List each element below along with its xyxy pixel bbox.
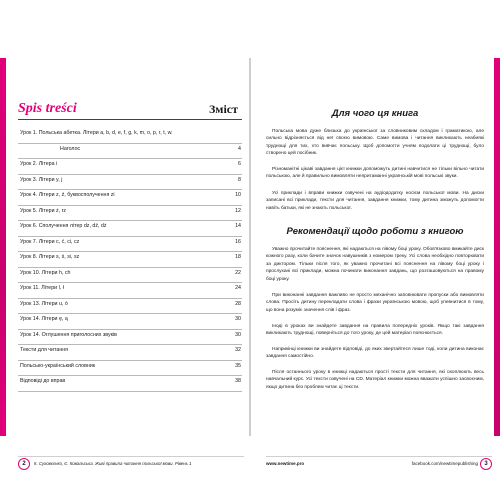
toc-row-label: Урок 5. Літери ż, rz: [20, 207, 67, 214]
toc-row-page: 32: [235, 347, 241, 353]
toc-row-label: Польсько-український словник: [20, 362, 96, 369]
toc-title-ukrainian: Зміст: [208, 102, 238, 116]
toc-row-page: 30: [235, 331, 241, 338]
toc-row-label: Урок 4. Літери z, ź, буквосполучення zi: [20, 192, 115, 198]
toc-row: [18, 128, 242, 144]
toc-list: [18, 128, 242, 392]
toc-row: [18, 206, 242, 222]
paragraph: При виконанні завдання важливо не просто механічно заповнювати пропуски або вимовляти слова. Просіть дитину перекладати слова і фрази українською мовою, щоб упевнитися в тому, що вона розуміє значення слів і фраз.: [266, 293, 484, 313]
toc-row-page: 4: [238, 145, 241, 152]
toc-row: [18, 330, 242, 346]
toc-row-page: 22: [235, 269, 241, 276]
section-title-purpose: Для чого ця книга: [331, 108, 419, 119]
paragraph: Усі приклади і вправи книжки озвучені на аудіододатку носієм польської мови. На диски записані всі приклади, тексти для читання, завдання книжки, тому дитина зможуть допомогти навіть батьки, які не знають польської.: [266, 191, 484, 211]
toc-row-page: 35: [235, 362, 241, 369]
toc-row-page: 12: [235, 207, 241, 214]
right-page-number: 3: [480, 458, 492, 470]
section-title-recommendations: Рекомендації щодо роботи з книгою: [286, 226, 464, 237]
paragraph: Наприкінці книжки ви знайдете відповіді, до яких звертайтеся лише тоді, коли дитина виконає завдання самостійно.: [266, 347, 484, 360]
toc-row: [18, 190, 242, 206]
paragraph: Польська мова дуже близька до української за словниковим складом і граматикою, але сильно відрізняється від неї своєю вимовою. Саме вимова і читання викликають неабиякі труднощі для тих, хто вивчає польську. Щоб допомогти учням подолати ці труднощі, було створено цей посібник.: [266, 129, 484, 157]
toc-row-label: Тексти для читання: [20, 347, 69, 353]
toc-row-label: Відповіді до вправ: [20, 378, 66, 384]
toc-row-label: Урок 14. Оглушення приголосних звуків: [20, 331, 117, 338]
toc-row: [18, 345, 242, 361]
toc-row: [18, 361, 242, 377]
paragraph: Після останнього уроку в книжці надаються прості тексти для читання, які охоплюють весь навчальний курс. Усі тексти озвучені на CD. Матеріал книжки можна вважати успішно засвоєним, якщо дитина без проблем читає ці тексти.: [266, 370, 484, 390]
toc-row: [18, 237, 242, 253]
toc-title-polish: Spis treści: [18, 101, 77, 116]
toc-row: [18, 159, 242, 175]
toc-row-label: Наголос: [60, 145, 81, 152]
toc-row-page: 16: [235, 238, 241, 245]
right-footer: [266, 456, 492, 469]
right-page: [252, 58, 494, 467]
toc-row-page: 38: [235, 378, 241, 384]
paragraph: Іноді в уроках ви знайдете завдання на правила попередніх уроків. Якщо такі завдання викликають труднощі, поверніться до того уроку, де цей матеріал пояснюється.: [266, 324, 484, 337]
toc-row-page: 14: [235, 223, 241, 229]
toc-row-label: Урок 8. Літери s, ś, si, sz: [20, 254, 80, 260]
toc-row-page: 18: [235, 254, 241, 260]
book-spine: [249, 58, 251, 436]
toc-row: [18, 299, 242, 315]
left-page: [6, 58, 248, 467]
paragraph: Уважно прочитайте пояснення, які надаються на лівому боці уроку. Обов'язково вмикайте диск кожного разу, коли бачите значок навушників з номером треку. Усі слова необхідно повторювати за диктором. Тільки після того, як уважно прочитані всі пояснення на лівому боці уроку і прослухані всі приклади, можна починати виконання завдань, що розташовуються на правому боці уроку.: [266, 247, 484, 282]
paragraph: Різноманітні цікаві завдання цієї книжки допоможуть дитині навчитися не тільки вільно читати польською, але й правильно вимовляти непритаманні українській мові польські звуки.: [266, 167, 484, 180]
toc-row-page: 8: [238, 176, 241, 183]
toc-row-label: Урок 14. Літери ę, ą: [20, 316, 68, 322]
toc-row-label: Урок 11. Літери l, ł: [20, 285, 64, 291]
left-footer: [18, 456, 244, 469]
toc-row-page: 10: [235, 192, 241, 198]
toc-row-label: Урок 2. Літера i: [20, 161, 58, 167]
toc-row-label: Урок 13. Літери u, ó: [20, 300, 68, 307]
toc-row: [18, 283, 242, 299]
toc-row: [18, 376, 242, 392]
toc-row-label: Урок 6. Сполучення літер dz, dź, dż: [20, 223, 107, 229]
toc-row-page: 24: [235, 285, 241, 291]
toc-row-page: 28: [235, 300, 241, 307]
toc-row: [18, 144, 242, 160]
toc-row: [18, 252, 242, 268]
left-footer-text: К. Суховєєнко, Є. Ковальська. Живі правила читання польської мови. Рівень 1: [34, 461, 192, 466]
toc-row: [18, 221, 242, 237]
toc-row-label: Урок 3. Літери y, j: [20, 176, 63, 183]
toc-row-page: 30: [235, 316, 241, 322]
toc-row-page: 6: [238, 161, 241, 167]
toc-row: [18, 175, 242, 191]
toc-row-label: Урок 1. Польська абетка. Літери a, b, d, e, f, g, k, m, o, p, r, t, w.: [20, 130, 173, 136]
toc-header: [18, 103, 242, 120]
toc-row: [18, 314, 242, 330]
toc-row-label: Урок 10. Літери h, ch: [20, 269, 71, 276]
toc-row-label: Урок 7. Літери c, ć, ci, cz: [20, 238, 80, 245]
website-link[interactable]: www.newtime.pro: [266, 461, 305, 466]
left-page-number: 2: [18, 458, 30, 470]
toc-row: [18, 268, 242, 284]
facebook-link[interactable]: facebook.com/newtimepublishing: [411, 461, 478, 466]
